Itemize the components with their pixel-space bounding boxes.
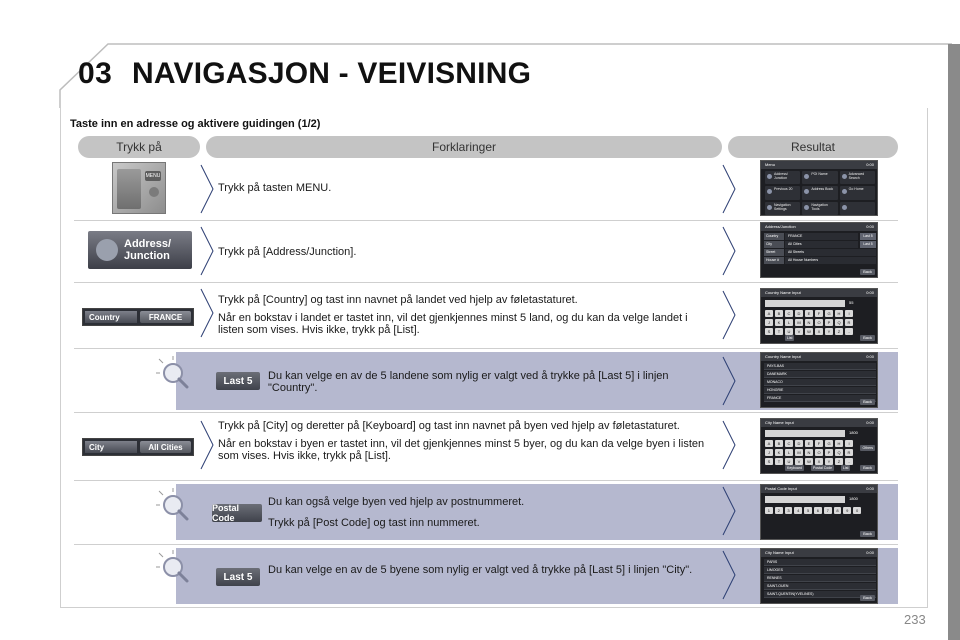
- key: -: [845, 328, 853, 335]
- key: P: [825, 449, 833, 456]
- tip-2-paragraph-1: Du kan også velge byen ved hjelp av postnummeret.: [268, 496, 525, 508]
- chapter-number: 03: [78, 57, 113, 90]
- row-divider: [74, 348, 898, 349]
- menu-item: Address Book: [802, 186, 837, 199]
- menu-item: Navigation Settings: [765, 202, 800, 215]
- key: I: [845, 440, 853, 447]
- key: Z: [835, 458, 843, 465]
- key: L: [785, 319, 793, 326]
- key: U: [785, 458, 793, 465]
- key: 7: [824, 507, 832, 514]
- key: A: [765, 310, 773, 317]
- key: R: [845, 449, 853, 456]
- row-5-paragraph-1: Trykk på [City] og deretter på [Keyboard] og tast inn navnet på byen ved hjelp av føletastaturet.: [218, 420, 680, 432]
- screen-title: Postal Code Input: [765, 486, 797, 491]
- key: D: [795, 440, 803, 447]
- key: E: [805, 310, 813, 317]
- others-key: Others: [862, 446, 873, 450]
- tip-2-paragraph-2: Trykk på [Post Code] og tast inn nummeret.: [268, 517, 480, 529]
- result-screen-city-input: [760, 418, 878, 474]
- key: W: [805, 328, 813, 335]
- key: X: [815, 458, 823, 465]
- column-header-press: Trykk på: [78, 136, 200, 158]
- menu-item: [840, 202, 875, 215]
- screen-title: Country Name Input: [765, 354, 801, 359]
- back-key: Back: [860, 531, 875, 537]
- key: O: [815, 319, 823, 326]
- key: 2: [775, 507, 783, 514]
- list-item: SAINT-QUENTIN(YVELINES): [764, 591, 876, 598]
- menu-item: Advanced Search: [840, 171, 875, 184]
- key: Q: [835, 449, 843, 456]
- key: S: [765, 328, 773, 335]
- key: 5: [804, 507, 812, 514]
- screen-clock: 0:00: [866, 486, 874, 491]
- field-key: House #: [764, 257, 784, 264]
- key: Y: [825, 458, 833, 465]
- key: F: [815, 310, 823, 317]
- key: T: [775, 458, 783, 465]
- key: S: [765, 458, 773, 465]
- key: B: [775, 310, 783, 317]
- key: V: [795, 328, 803, 335]
- key: L: [785, 449, 793, 456]
- keyboard-key: Keyboard: [787, 466, 802, 470]
- key: N: [805, 319, 813, 326]
- list-item: MONACO: [764, 379, 876, 386]
- row-divider: [74, 544, 898, 545]
- field-key: Country: [764, 233, 784, 240]
- screen-clock: 0:00: [866, 290, 874, 295]
- screen-clock: 0:00: [866, 354, 874, 359]
- key: 1: [765, 507, 773, 514]
- row-3-paragraph-1: Trykk på [Country] og tast inn navnet på landet ved hjelp av føletastaturet.: [218, 294, 578, 306]
- result-screen-city-list: [760, 548, 878, 604]
- last5-key: Last 5: [860, 241, 876, 248]
- chevron-right-icon: [722, 226, 736, 276]
- menu-item: Address/ Junction: [765, 171, 800, 184]
- row-divider: [74, 412, 898, 413]
- chevron-right-icon: [722, 550, 736, 600]
- tip-3-paragraph-1: Du kan velge en av de 5 byene som nylig er valgt ved å trykke på [Last 5] i linjen "City".: [268, 564, 693, 576]
- list-item: PARIS: [764, 559, 876, 566]
- result-screen-postal-input: [760, 484, 878, 540]
- key: 8: [834, 507, 842, 514]
- field-key: Street: [764, 249, 784, 256]
- key: 3: [785, 507, 793, 514]
- list-item: SAINT-OUEN: [764, 583, 876, 590]
- list-key: List: [787, 336, 793, 340]
- text-input-field: [765, 430, 845, 437]
- column-header-explanations: Forklaringer: [206, 136, 722, 158]
- result-screen-menu: [760, 160, 878, 216]
- key: T: [775, 328, 783, 335]
- screen-clock: 0:00: [866, 162, 874, 167]
- magnifier-tip-icon: [156, 550, 190, 584]
- screen-title: Menu: [765, 162, 776, 167]
- key: R: [845, 319, 853, 326]
- key: 0: [853, 507, 861, 514]
- field-value: All Cities: [785, 241, 858, 248]
- screen-title: City Name Input: [765, 420, 794, 425]
- city-key-label: City: [85, 441, 137, 453]
- country-key-label: Country: [85, 311, 137, 323]
- key: O: [815, 449, 823, 456]
- back-key: Back: [860, 399, 875, 405]
- chevron-right-icon: [722, 420, 736, 470]
- key: A: [765, 440, 773, 447]
- key: M: [795, 449, 803, 456]
- match-count: 1800: [849, 496, 858, 501]
- column-header-result: Resultat: [728, 136, 898, 158]
- chevron-right-icon: [722, 486, 736, 536]
- key: J: [765, 319, 773, 326]
- key: 9: [843, 507, 851, 514]
- menu-item: Navigation Tools: [802, 202, 837, 215]
- menu-item: Go Home: [840, 186, 875, 199]
- row-1-paragraph-1: Trykk på tasten MENU.: [218, 182, 332, 194]
- header-frame: [0, 0, 960, 110]
- key: K: [775, 449, 783, 456]
- last5-button-image: Last 5: [216, 568, 260, 586]
- address-button-label-1: Address/: [124, 238, 172, 250]
- key: C: [785, 440, 793, 447]
- menu-item: Previous 20: [765, 186, 800, 199]
- chevron-right-icon: [722, 164, 736, 214]
- text-input-field: [765, 496, 845, 503]
- last5-button-image: Last 5: [216, 372, 260, 390]
- row-divider: [74, 220, 898, 221]
- key: K: [775, 319, 783, 326]
- key: Z: [835, 328, 843, 335]
- key: B: [775, 440, 783, 447]
- match-count: 55: [849, 300, 854, 305]
- key: I: [845, 310, 853, 317]
- back-key: Back: [860, 595, 875, 601]
- key: D: [795, 310, 803, 317]
- right-edge-bar: [948, 44, 960, 640]
- key: F: [815, 440, 823, 447]
- key: Y: [825, 328, 833, 335]
- chevron-right-icon: [722, 356, 736, 406]
- result-screen-country-list: [760, 352, 878, 408]
- row-2-paragraph-1: Trykk på [Address/Junction].: [218, 246, 357, 258]
- back-key: Back: [860, 269, 875, 275]
- row-divider: [74, 282, 898, 283]
- key: G: [825, 310, 833, 317]
- screen-title: City Name Input: [765, 550, 794, 555]
- key: J: [765, 449, 773, 456]
- key: W: [805, 458, 813, 465]
- postal-code-button-image: Postal Code: [212, 504, 262, 522]
- screen-clock: 0:00: [866, 224, 874, 229]
- back-key: Back: [860, 335, 875, 341]
- key: U: [785, 328, 793, 335]
- menu-item: POI Name: [802, 171, 837, 184]
- key: G: [825, 440, 833, 447]
- page-number: 233: [904, 612, 926, 627]
- screen-clock: 0:00: [866, 550, 874, 555]
- key: M: [795, 319, 803, 326]
- list-key: List: [843, 466, 849, 470]
- list-item: HONGRIE: [764, 387, 876, 394]
- text-input-field: [765, 300, 845, 307]
- country-value-label: FRANCE: [140, 311, 191, 323]
- chevron-right-icon: [722, 290, 736, 340]
- row-5-paragraph-2: Når en bokstav i byen er tastet inn, vil det gjenkjennes minst 5 byer, og du kan da velge byen i listen som vises. Hvis ikke, trykk på [List].: [218, 438, 705, 462]
- field-value: FRANCE: [785, 233, 858, 240]
- address-button-label-2: Junction: [124, 250, 170, 262]
- list-item: LIMOGES: [764, 567, 876, 574]
- field-value: All House Numbers: [785, 257, 876, 264]
- magnifier-tip-icon: [156, 488, 190, 522]
- field-value: All Streets: [785, 249, 876, 256]
- result-screen-address: [760, 222, 878, 278]
- key: E: [805, 440, 813, 447]
- key: 6: [814, 507, 822, 514]
- chapter-title: NAVIGASJON - VEIVISNING: [132, 57, 532, 90]
- menu-key-label: MENU: [145, 173, 161, 179]
- key: H: [835, 310, 843, 317]
- match-count: 1800: [849, 430, 858, 435]
- field-key: City: [764, 241, 784, 248]
- screen-clock: 0:00: [866, 420, 874, 425]
- last5-key: Last 5: [860, 233, 876, 240]
- list-item: PAYS-BAS: [764, 363, 876, 370]
- key: X: [815, 328, 823, 335]
- postal-code-key: Postal Code: [813, 466, 833, 470]
- result-screen-country-input: [760, 288, 878, 344]
- list-item: DANEMARK: [764, 371, 876, 378]
- key: V: [795, 458, 803, 465]
- row-3-paragraph-2: Når en bokstav i landet er tastet inn, vil det gjenkjennes minst 5 land, og du kan da velge landet i listen som vises. Hvis ikke, trykk på [List].: [218, 312, 688, 336]
- key: 4: [794, 507, 802, 514]
- list-item: FRANCE: [764, 395, 876, 402]
- key: H: [835, 440, 843, 447]
- key: N: [805, 449, 813, 456]
- tip-1-paragraph-1: Du kan velge en av de 5 landene som nylig er valgt ved å trykke på [Last 5] i linjen "Country".: [268, 370, 669, 394]
- key: C: [785, 310, 793, 317]
- key: P: [825, 319, 833, 326]
- list-item: RENNES: [764, 575, 876, 582]
- back-key: Back: [860, 465, 875, 471]
- key: Q: [835, 319, 843, 326]
- city-value-label: All Cities: [140, 441, 191, 453]
- screen-title: Country Name Input: [765, 290, 801, 295]
- magnifier-tip-icon: [156, 356, 190, 390]
- key: -: [845, 458, 853, 465]
- screen-title: Address/Junction: [765, 224, 796, 229]
- row-divider: [74, 480, 898, 481]
- section-subtitle: Taste inn en adresse og aktivere guidingen (1/2): [70, 118, 321, 130]
